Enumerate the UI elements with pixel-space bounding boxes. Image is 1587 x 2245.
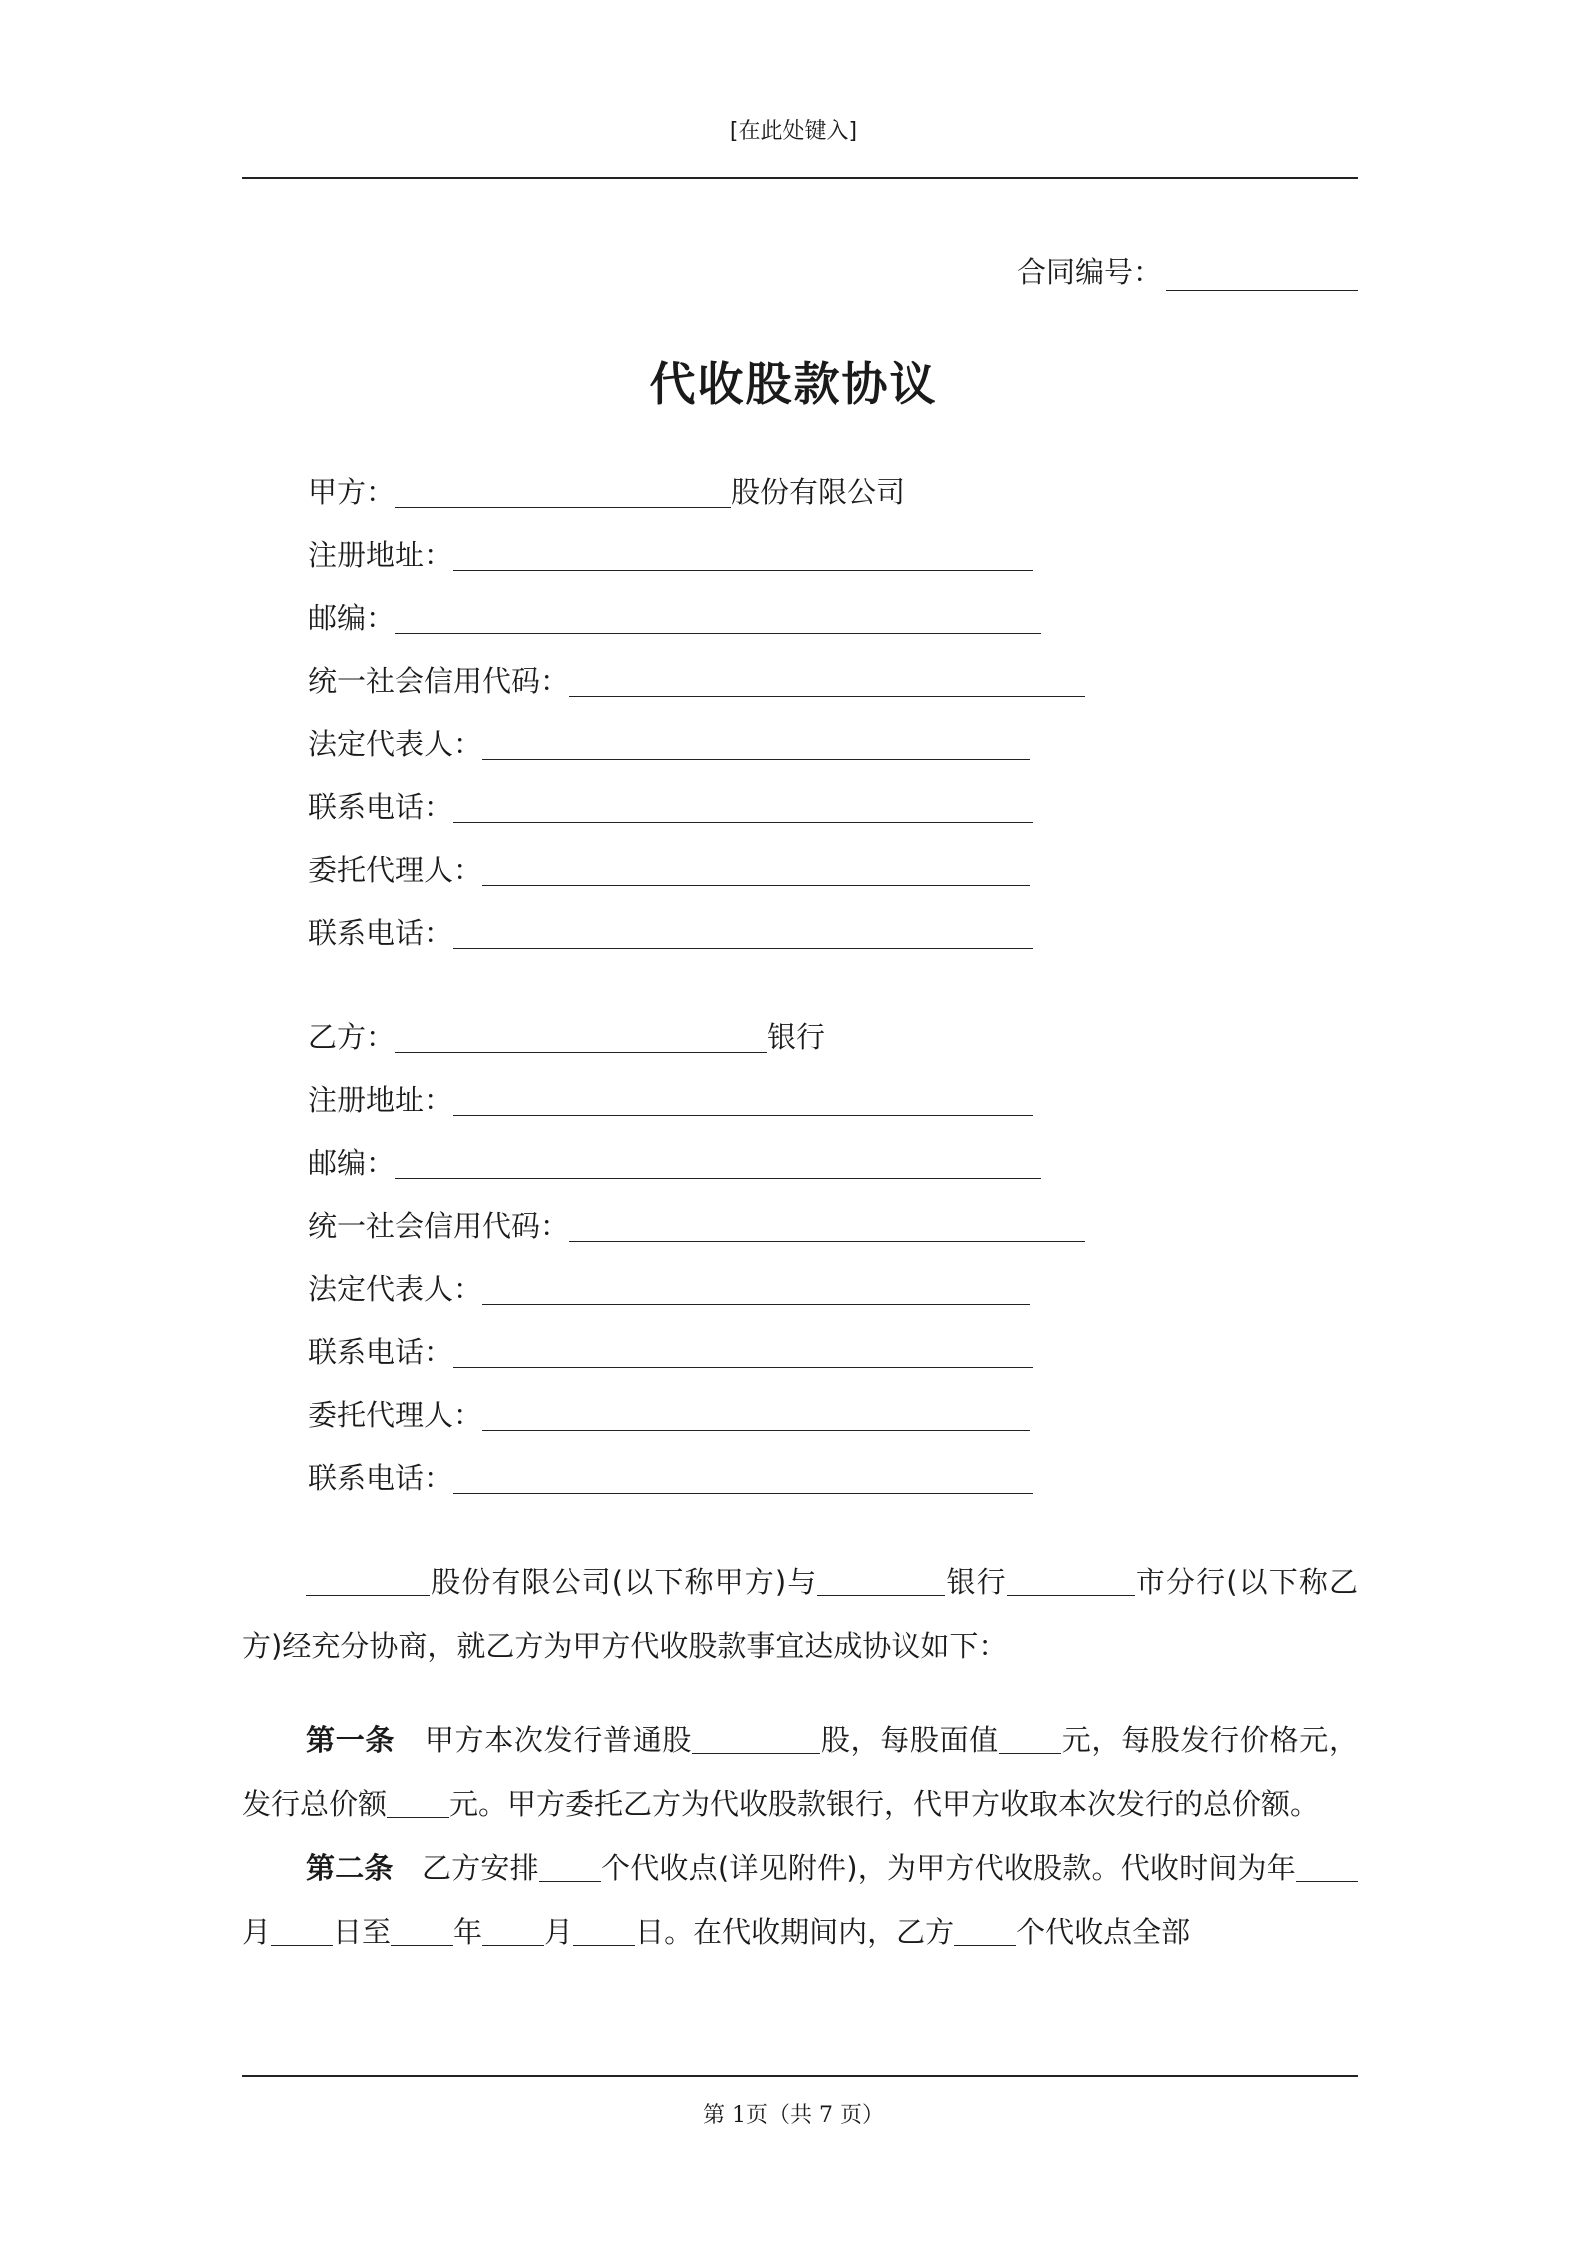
- end-year-blank[interactable]: [391, 1919, 453, 1946]
- party-a-legal-rep-field: [308, 724, 1030, 764]
- city-blank[interactable]: [1007, 1569, 1135, 1596]
- field-label: 联系电话：: [308, 1335, 454, 1369]
- party-a-suffix: 股份有限公司: [731, 475, 906, 509]
- intro-paragraph: [242, 1550, 1358, 1678]
- field-label: 统一社会信用代码：: [308, 664, 570, 698]
- contract-number-blank[interactable]: [1166, 262, 1358, 291]
- article-1-text-4: 元。甲方委托乙方为代收股款银行，代甲方收取本次发行的总价额。: [449, 1787, 1320, 1821]
- company-blank[interactable]: [306, 1569, 430, 1596]
- collection-points-blank[interactable]: [539, 1855, 601, 1882]
- end-day-blank[interactable]: [573, 1919, 635, 1946]
- party-b-label: 乙方：: [308, 1020, 396, 1054]
- intro-text-1: 股份有限公司(以下称甲方)与: [430, 1565, 818, 1599]
- article-1-heading: 第一条: [306, 1723, 396, 1757]
- total-value-blank[interactable]: [387, 1791, 449, 1818]
- article-2-text-6: 月: [544, 1915, 574, 1949]
- party-b-suffix: 银行: [767, 1020, 826, 1054]
- article-2-text-4: 日至: [333, 1915, 392, 1949]
- intro-text-2: 银行: [945, 1565, 1007, 1599]
- party-a-phone-field: [308, 787, 1033, 827]
- field-label: 联系电话：: [308, 916, 454, 950]
- field-label: 注册地址：: [308, 1083, 454, 1117]
- party-a-label: 甲方：: [308, 475, 396, 509]
- field-blank[interactable]: [453, 1339, 1033, 1368]
- party-b-address-field: [308, 1080, 1033, 1120]
- party-a-name-blank[interactable]: [395, 479, 731, 508]
- field-blank[interactable]: [482, 857, 1030, 886]
- shares-blank[interactable]: [692, 1727, 820, 1754]
- field-blank[interactable]: [482, 1402, 1030, 1431]
- field-blank[interactable]: [453, 542, 1033, 571]
- start-month-blank[interactable]: [1296, 1855, 1358, 1882]
- article-2-heading: 第二条: [306, 1851, 394, 1885]
- field-label: 联系电话：: [308, 790, 454, 824]
- party-b-phone-field: [308, 1332, 1033, 1372]
- page-header: [在此处键入]: [729, 119, 858, 144]
- field-blank[interactable]: [482, 1276, 1030, 1305]
- points-count-blank[interactable]: [954, 1919, 1016, 1946]
- intro-text-3: 市分行(以下称乙方)经充分协商，就乙方为甲方代收股款事宜达成协议如下：: [242, 1565, 1358, 1663]
- article-2-text-7: 日。在代收期间内，乙方: [635, 1915, 955, 1949]
- contract-number-label: 合同编号：: [1016, 255, 1162, 289]
- article-2-text-3: 月: [242, 1915, 272, 1949]
- field-blank[interactable]: [453, 1087, 1033, 1116]
- bank-blank[interactable]: [817, 1569, 945, 1596]
- party-b-legal-rep-field: [308, 1269, 1030, 1309]
- article-2: [242, 1836, 1358, 1964]
- field-label: 法定代表人：: [308, 1272, 483, 1306]
- document-title: 代收股款协议: [649, 357, 938, 411]
- end-month-blank[interactable]: [482, 1919, 544, 1946]
- party-a-agent-field: [308, 850, 1030, 890]
- field-blank[interactable]: [453, 1465, 1033, 1494]
- article-1-text-1: 甲方本次发行普通股: [424, 1723, 693, 1757]
- article-2-text-1: 乙方安排: [421, 1851, 539, 1885]
- party-a-credit-code-field: [308, 661, 1085, 701]
- article-1-text-2: 股，每股面值: [820, 1723, 999, 1757]
- field-label: 注册地址：: [308, 538, 454, 572]
- field-blank[interactable]: [453, 920, 1033, 949]
- field-label: 委托代理人：: [308, 1398, 483, 1432]
- field-blank[interactable]: [569, 668, 1085, 697]
- field-blank[interactable]: [482, 731, 1030, 760]
- agreement-body: [242, 1550, 1358, 1964]
- party-b-agent-field: [308, 1395, 1030, 1435]
- contract-number-field: [1017, 250, 1358, 291]
- field-label: 邮编：: [308, 601, 396, 635]
- par-value-blank[interactable]: [999, 1727, 1061, 1754]
- field-blank[interactable]: [395, 1150, 1041, 1179]
- party-b-name-blank[interactable]: [395, 1024, 767, 1053]
- party-b-agent-phone-field: [308, 1458, 1033, 1498]
- party-a-name-field: [308, 472, 905, 512]
- party-b-postcode-field: [308, 1143, 1041, 1183]
- article-1: [242, 1708, 1358, 1836]
- party-a-address-field: [308, 535, 1033, 575]
- page-footer: 第 1页（共 7 页）: [703, 2103, 884, 2128]
- field-blank[interactable]: [569, 1213, 1085, 1242]
- article-2-text-2: 个代收点(详见附件)，为甲方代收股款。代收时间为年: [600, 1851, 1296, 1885]
- header-rule: [242, 177, 1358, 179]
- field-label: 邮编：: [308, 1146, 396, 1180]
- article-1-text-3: 元，每股发行价格元，发行总价额: [242, 1723, 1358, 1821]
- article-2-text-5: 年: [453, 1915, 483, 1949]
- party-b-name-field: [308, 1017, 825, 1057]
- party-a-postcode-field: [308, 598, 1041, 638]
- field-label: 统一社会信用代码：: [308, 1209, 570, 1243]
- article-2-text-8: 个代收点全部: [1016, 1915, 1191, 1949]
- field-label: 委托代理人：: [308, 853, 483, 887]
- field-blank[interactable]: [395, 605, 1041, 634]
- party-a-agent-phone-field: [308, 913, 1033, 953]
- field-label: 联系电话：: [308, 1461, 454, 1495]
- start-day-blank[interactable]: [271, 1919, 333, 1946]
- party-b-credit-code-field: [308, 1206, 1085, 1246]
- field-label: 法定代表人：: [308, 727, 483, 761]
- field-blank[interactable]: [453, 794, 1033, 823]
- footer-rule: [242, 2075, 1358, 2077]
